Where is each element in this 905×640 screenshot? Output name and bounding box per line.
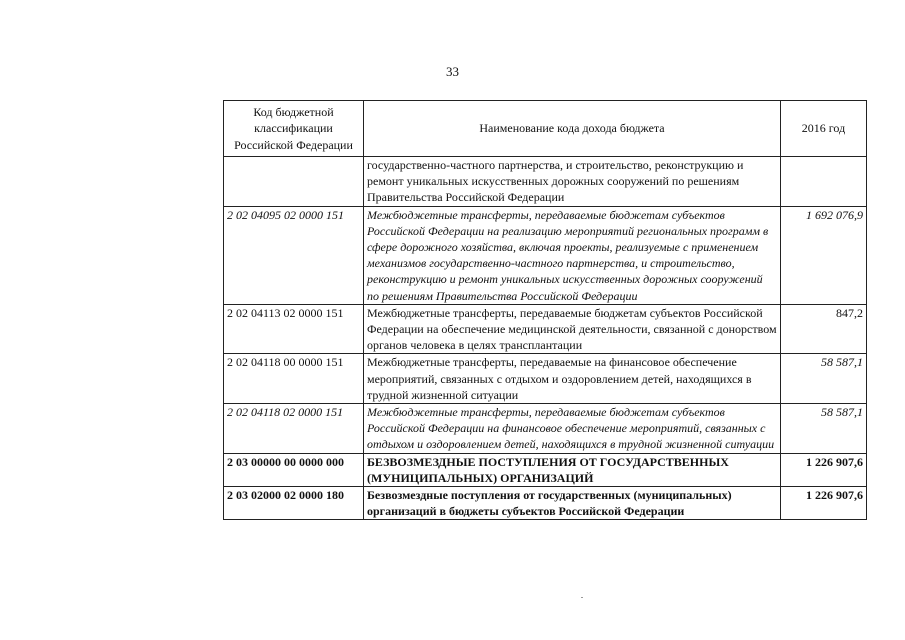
row-amount: 58 587,1 (781, 354, 867, 404)
row-name: Межбюджетные трансферты, передаваемые бюджетам субъектов Российской Федерации на реализацию мероприятий региональных программ в сфере дорожного хозяйства, включая проекты, реализуемые с применением механизмов государственно-частного партнерства, и строительство, реконструкцию и ремонт уникальных искусственных дорожных сооружений по решениям Правительства Российской Федерации (364, 206, 781, 304)
row-code: 2 02 04095 02 0000 151 (224, 206, 364, 304)
row-name: Безвозмездные поступления от государственных (муниципальных) организаций в бюджеты субъектов Российской Федерации (364, 487, 781, 520)
row-name: Межбюджетные трансферты, передаваемые на финансовое обеспечение мероприятий, связанных с отдыхом и оздоровлением детей, находящихся в трудной жизненной ситуации (364, 354, 781, 404)
row-code: 2 02 04118 00 0000 151 (224, 354, 364, 404)
header-row (224, 101, 867, 157)
header-year: 2016 год (781, 101, 867, 157)
revenue-table (223, 100, 867, 520)
scan-speck (581, 597, 583, 598)
row-code: 2 02 04118 02 0000 151 (224, 404, 364, 454)
row-amount: 1 226 907,6 (781, 453, 867, 486)
row-code: 2 03 02000 02 0000 180 (224, 487, 364, 520)
row-amount: 1 692 076,9 (781, 206, 867, 304)
table-row (224, 304, 867, 354)
row-name: Межбюджетные трансферты, передаваемые бюджетам субъектов Российской Федерации на финансовое обеспечение мероприятий, связанных с отдыхом и оздоровлением детей, находящихся в трудной жизненной ситуации (364, 404, 781, 454)
row-amount: 1 226 907,6 (781, 487, 867, 520)
row-code: 2 03 00000 00 0000 000 (224, 453, 364, 486)
row-code: 2 02 04113 02 0000 151 (224, 304, 364, 354)
header-name: Наименование кода дохода бюджета (364, 101, 781, 157)
table-row (224, 487, 867, 520)
row-code (224, 157, 364, 207)
row-name: Межбюджетные трансферты, передаваемые бюджетам субъектов Российской Федерации на обеспечение медицинской деятельности, связанной с донорством органов человека в целях трансплантации (364, 304, 781, 354)
row-amount: 847,2 (781, 304, 867, 354)
row-name: государственно-частного партнерства, и строительство, реконструкцию и ремонт уникальных искусственных дорожных сооружений по решениям Правительства Российской Федерации (364, 157, 781, 207)
row-amount (781, 157, 867, 207)
row-name: БЕЗВОЗМЕЗДНЫЕ ПОСТУПЛЕНИЯ ОТ ГОСУДАРСТВЕННЫХ (МУНИЦИПАЛЬНЫХ) ОРГАНИЗАЦИЙ (364, 453, 781, 486)
header-code: Код бюджетной классификации Российской Федерации (224, 101, 364, 157)
table-row (224, 157, 867, 207)
table-header (224, 101, 867, 157)
table-row (224, 354, 867, 404)
row-amount: 58 587,1 (781, 404, 867, 454)
page-number: 33 (446, 64, 459, 79)
table-row (224, 206, 867, 304)
table-row (224, 404, 867, 454)
table-row (224, 453, 867, 486)
table-body (224, 157, 867, 520)
